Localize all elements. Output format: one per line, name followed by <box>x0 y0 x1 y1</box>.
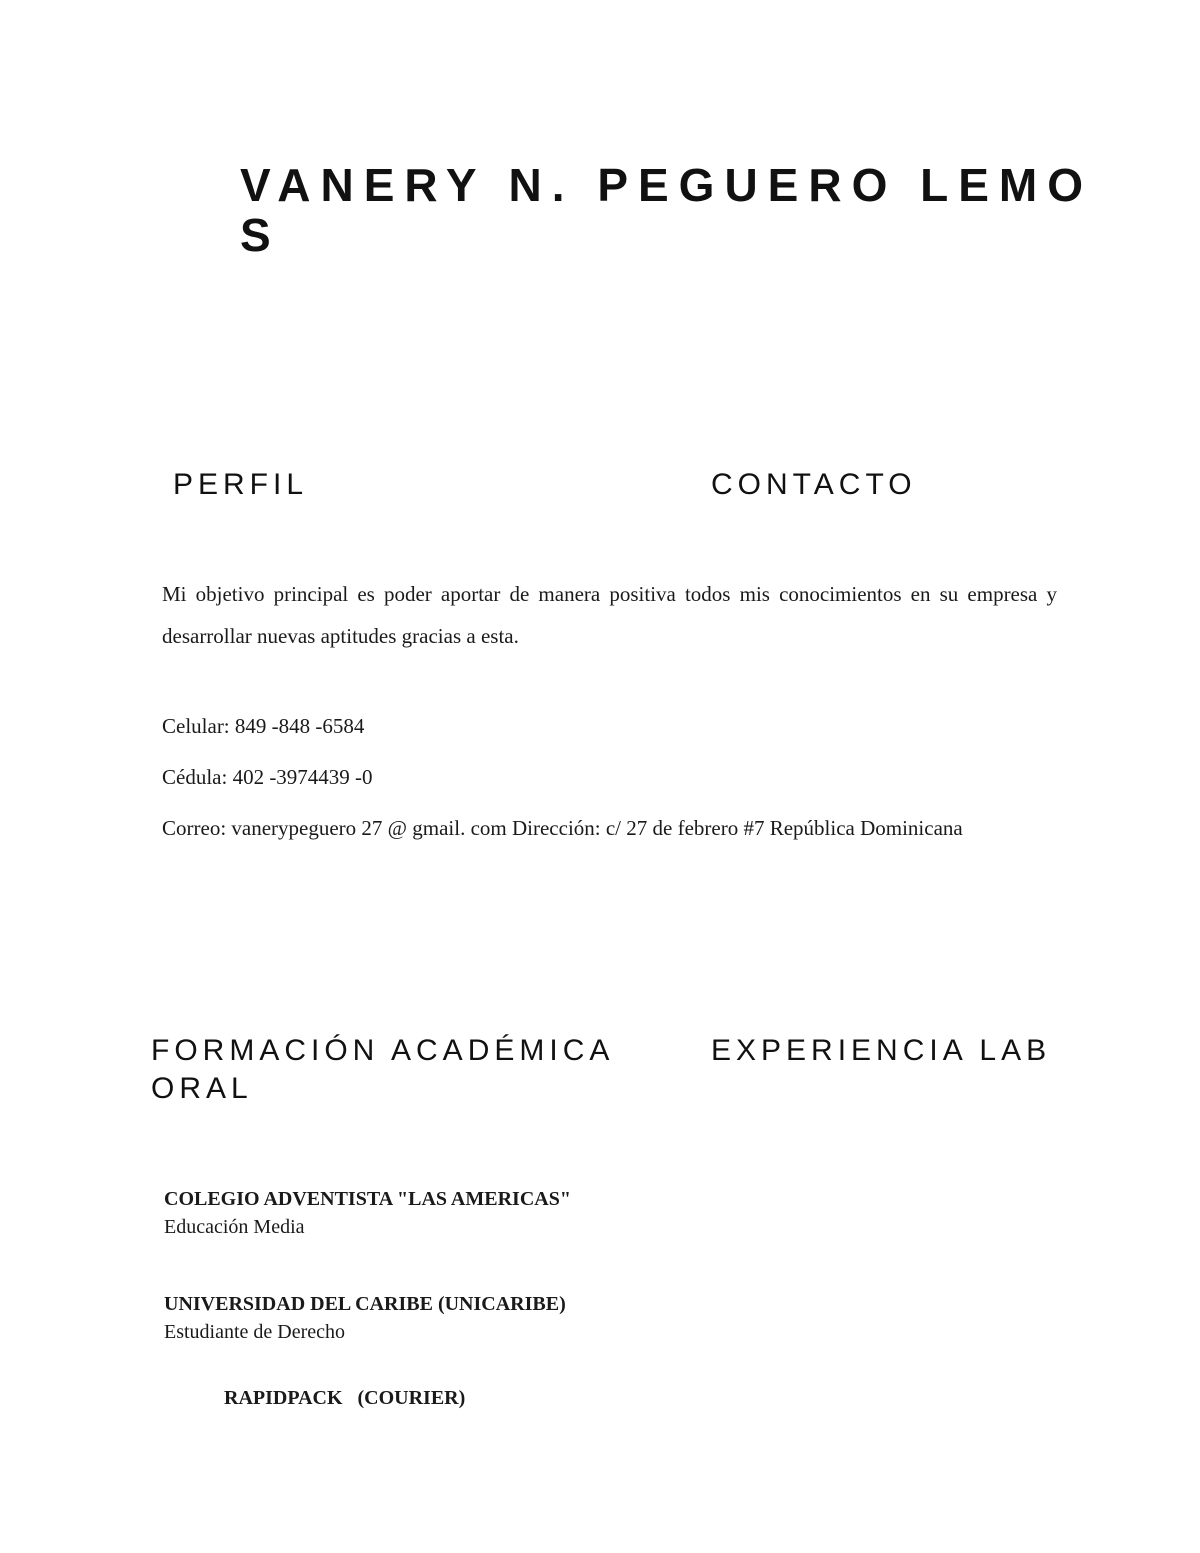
experience-company: RAPIDPACK (COURIER) <box>224 1387 466 1409</box>
contact-celular: Celular: 849 -848 -6584 <box>162 714 365 738</box>
contacto-heading: CONTACTO <box>711 468 917 501</box>
education-institution: COLEGIO ADVENTISTA "LAS AMERICAS" <box>164 1188 571 1210</box>
contact-cedula: Cédula: 402 -3974439 -0 <box>162 765 373 789</box>
perfil-heading: PERFIL <box>173 468 309 501</box>
name-heading-line1: VANERY N. PEGUERO LEMO <box>240 159 1094 211</box>
education-institution: UNIVERSIDAD DEL CARIBE (UNICARIBE) <box>164 1293 566 1315</box>
name-heading-line2: S <box>240 209 281 261</box>
formacion-heading-line1: FORMACIÓN ACADÉMICA <box>151 1034 615 1067</box>
formacion-heading-line2: ORAL <box>151 1072 253 1105</box>
education-detail: Educación Media <box>164 1216 305 1238</box>
experiencia-heading: EXPERIENCIA LAB <box>711 1034 1052 1067</box>
education-detail: Estudiante de Derecho <box>164 1321 346 1343</box>
contact-correo-direccion: Correo: vanerypeguero 27 @ gmail. com Dirección: c/ 27 de febrero #7 República Dominicana <box>162 816 963 840</box>
perfil-paragraph: Mi objetivo principal es poder aportar de manera positiva todos mis conocimientos en su empresa y desarrollar nuevas aptitudes gracias a esta. <box>162 582 1057 648</box>
